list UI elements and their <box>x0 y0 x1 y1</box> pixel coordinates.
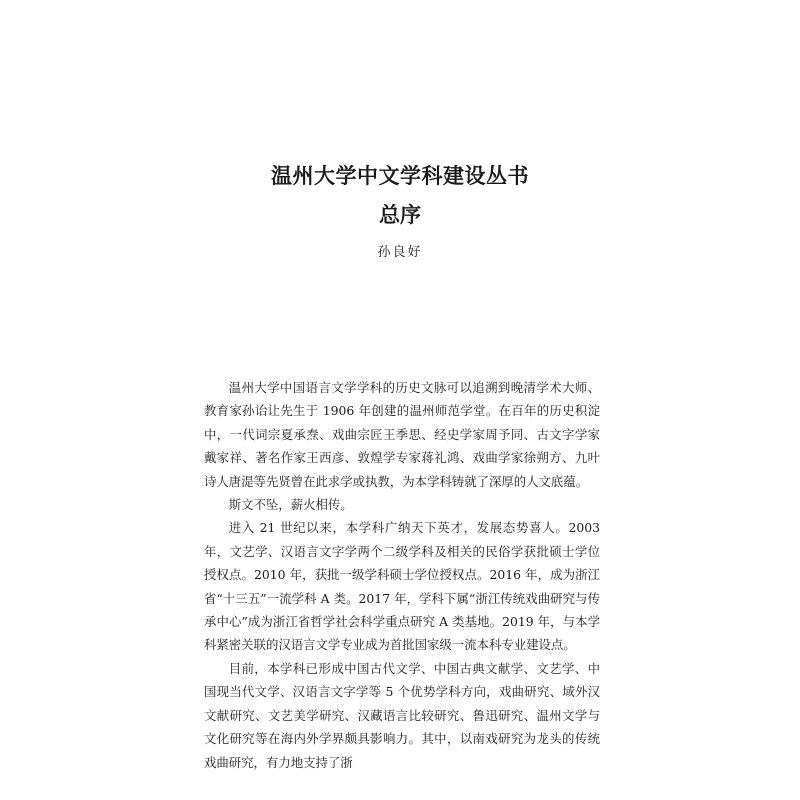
author-name: 孙良好 <box>377 245 423 260</box>
book-series-title: 温州大学中文学科建设丛书 <box>271 163 529 188</box>
preface-body <box>204 376 600 774</box>
preface-heading: 总序 <box>379 202 421 227</box>
paragraph-motto: 斯文不坠，薪火相传。 <box>228 497 353 513</box>
paragraph-history: 温州大学中国语言文学学科的历史文脉可以追溯到晚清学术大师、教育家孙诒让先生于 1906 年创建的温州师范学堂。在百年的历史积淀中，一代词宗夏承焘、戏曲宗匠王季思、经史学家周予同、古文字学家戴家祥、著名作家王西彦、敦煌学专家蒋礼鸿、戏曲学家徐朔方、九叶诗人唐湜等先贤曾在此求学或执教，为本学科铸就了深厚的人文底蕴。 <box>204 380 600 489</box>
paragraph-development: 进入 21 世纪以来，本学科广纳天下英才，发展态势喜人。2003 年，文艺学、汉语言文字学两个二级学科及相关的民俗学获批硕士学位授权点。2010 年，获批一级学科硕士学位授权点。2016 年，成为浙江省“十三五”一流学科 A 类。2017 年，学科下属“浙江传统戏曲研究与传承中心”成为浙江省哲学社会科学重点研究 A 类基地。2019 年，与本学科紧密关联的汉语言文学专业成为首批国家级一流本科专业建设点。 <box>204 520 600 653</box>
paragraph-current-status: 目前，本学科已形成中国古代文学、中国古典文献学、文艺学、中国现当代文学、汉语言文字学等 5 个优势学科方向，戏曲研究、域外汉文献研究、文艺美学研究、汉藏语言比较研究、鲁迅研究、温州文学与文化研究等在海内外学界颇具影响力。其中，以南戏研究为龙头的传统戏曲研究，有力地支持了浙 <box>204 660 600 770</box>
